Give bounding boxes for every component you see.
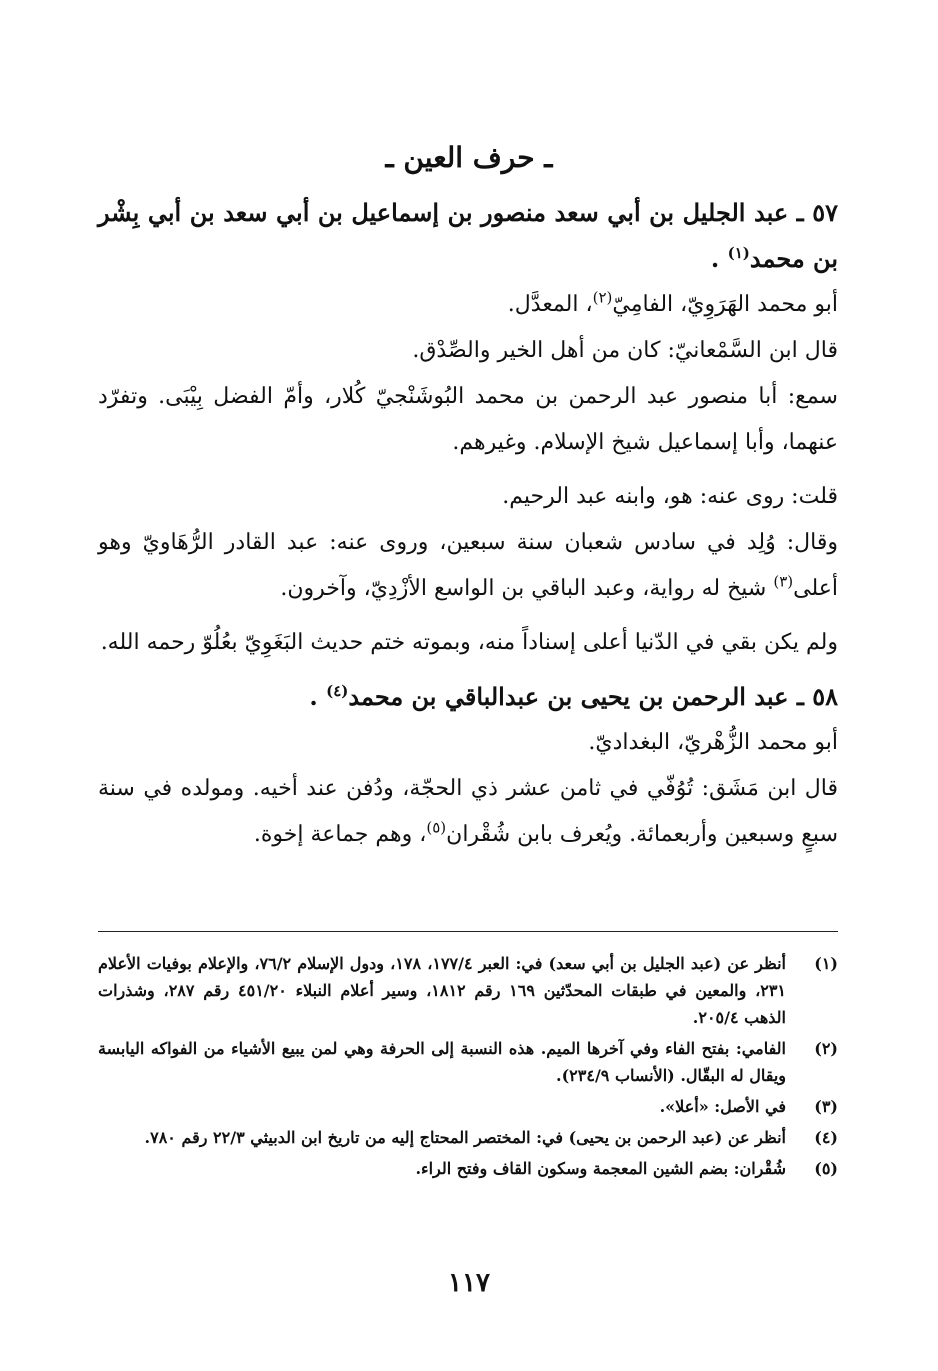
entry-58-heading-text: ٥٨ ـ عبد الرحمن بن يحيى بن عبدالباقي بن محمد [348,682,838,711]
footnote-ref-1[interactable]: (١) [727,244,750,262]
footnote-number: (٢) [814,1039,838,1058]
footnote-3 [98,1093,838,1120]
footnote-ref-4[interactable]: (٤) [326,682,349,700]
footnote-text: أنظر عن (عبد الجليل بن أبي سعد) في: العبر ١٧٧/٤، ١٧٨، ودول الإسلام ٧٦/٢، والإعلام بوفيات الأعلام ٢٣١، والمعين في طبقات المحدّثين ١٦٩ رقم ١٨١٢، وسير أعلام النبلاء ٤٥١/٢٠ رقم ٢٨٧، وشذرات الذهب ٢٠٥/٤. [98,954,787,1027]
footnote-1 [98,950,838,1031]
footnote-text: الفامي: بفتح الفاء وفي آخرها الميم. هذه النسبة إلى الحرفة وهي لمن يبيع الأشياء من الفواكه اليابسة ويقال له البقّال. (الأنساب ٢٣٤/٩). [98,1039,786,1085]
footnotes [98,950,838,1186]
footnote-text: شُقْران: بضم الشين المعجمة وسكون القاف وفتح الراء. [415,1159,786,1178]
page-number: ١١٧ [448,1268,490,1298]
entry-57-nisba-a: أبو محمد الهَرَوِيّ، الفامِيّ [612,292,838,317]
entry-57-heading-end: . [710,244,720,273]
entry-58-nisba: أبو محمد الزُّهْريّ، البغداديّ. [588,730,838,755]
footnote-number: (٥) [814,1159,838,1178]
entry-57-nisba [98,282,838,328]
entry-57-heading-text: ٥٧ ـ عبد الجليل بن أبي سعد منصور بن إسماعيل بن أبي سعد بن أبي بِشْر بن محمد [98,198,838,273]
entry-57-nisba-b: ، المعدَّل. [507,292,593,317]
footnote-divider [98,931,838,932]
entry-58-death-a: قال ابن مَشَق: تُوُفّي في ثامن عشر ذي الحجّة، ودُفن عند أخيه. ومولده في سنة سبعٍ وسبعين وأربعمائة. ويُعرف بابن شُقْران [98,776,838,847]
footnote-ref-2[interactable]: (٢) [592,288,613,307]
entry-57-birth-b: شيخ له رواية، وعبد الباقي بن الواسع الأزْدِيّ، وآخرون. [280,576,774,601]
footnote-text: أنظر عن (عبد الرحمن بن يحيى) في: المختصر المحتاج إليه من تاريخ ابن الدبيثي ٢٢/٣ رقم ٧٨٠. [144,1128,786,1147]
entry-58-death [98,766,838,858]
entry-57-teachers: سمع: أبا منصور عبد الرحمن بن محمد البُوشَنْجيّ كُلار، وأمّ الفضل بِيْبَى. وتفرّد عنهما، وأبا إسماعيل شيخ الإسلام. وغيرهم. [98,384,838,455]
footnote-2 [98,1035,838,1089]
footnote-text: في الأصل: «أعلا». [659,1097,786,1116]
main-text [98,190,838,858]
footnote-number: (٤) [814,1128,838,1147]
section-title: ـ حرف العين ـ [385,141,553,174]
entry-57-birth [98,520,838,612]
entry-57-closing: ولم يكن بقي في الدّنيا أعلى إسناداً منه، وبموته ختم حديث البَغَوِيّ بعُلُوّ رحمه الله. [100,630,838,655]
footnote-5 [98,1155,838,1182]
entry-57-birth-a: وقال: وُلِد في سادس شعبان سنة سبعين، وروى عنه: عبد القادر الرُّهَاويّ وهو أعلى [98,530,838,601]
entry-57-students: قلت: روى عنه: هو، وابنه عبد الرحيم. [502,484,838,509]
footnote-number: (١) [814,954,838,973]
entry-58-heading-end: . [309,682,318,711]
footnote-number: (٣) [814,1097,838,1116]
footnote-4 [98,1124,838,1151]
footnote-ref-3[interactable]: (٣) [773,572,794,591]
entry-58-death-b: ، وهم جماعة إخوة. [253,822,427,847]
footnote-ref-5[interactable]: (٥) [426,818,447,837]
entry-58-heading [98,674,838,720]
entry-57-heading [98,190,838,282]
entry-57-quote: قال ابن السَّمْعانيّ: كان من أهل الخير والصِّدْق. [412,338,838,363]
